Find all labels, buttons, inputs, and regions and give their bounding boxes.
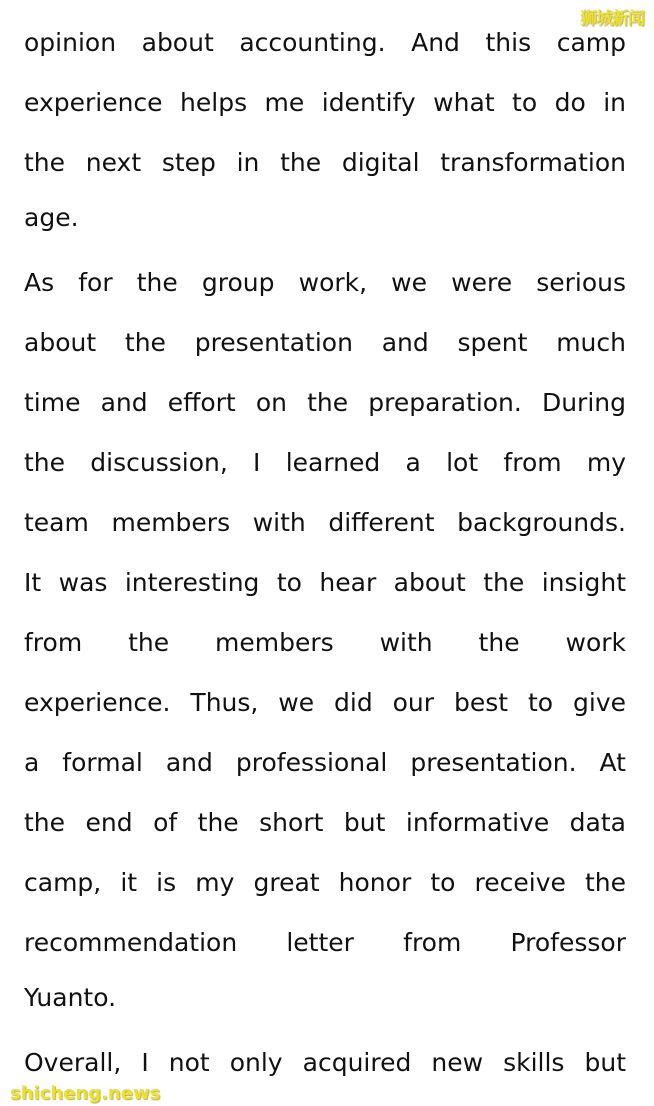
text-line: about the presentation and spent much bbox=[24, 328, 626, 357]
text-line: the discussion, I learned a lot from my bbox=[24, 448, 626, 477]
paragraph bbox=[24, 253, 626, 1023]
paragraph bbox=[24, 13, 626, 243]
text-line: age. bbox=[24, 203, 79, 232]
article-body bbox=[24, 13, 626, 1103]
text-line: It was interesting to hear about the insight bbox=[24, 568, 626, 597]
text-line: the end of the short but informative data bbox=[24, 808, 626, 837]
text-line: camp, it is my great honor to receive the bbox=[24, 868, 626, 897]
text-line: experience helps me identify what to do in bbox=[24, 88, 626, 117]
text-line: team members with different backgrounds. bbox=[24, 508, 626, 537]
text-line: As for the group work, we were serious bbox=[24, 268, 626, 297]
text-line: Yuanto. bbox=[24, 983, 117, 1012]
watermark-top: 狮城新闻 bbox=[580, 9, 644, 29]
text-line: Overall, I not only acquired new skills but bbox=[24, 1048, 626, 1077]
text-line: recommendation letter from Professor bbox=[24, 928, 626, 957]
text-line: time and effort on the preparation. During bbox=[24, 388, 626, 417]
watermark-bottom: shicheng.news bbox=[10, 1083, 161, 1104]
text-line: opinion about accounting. And this camp bbox=[24, 28, 626, 57]
text-line: the next step in the digital transformation bbox=[24, 148, 626, 177]
text-line: from the members with the work bbox=[24, 628, 626, 657]
text-line: experience. Thus, we did our best to give bbox=[24, 688, 626, 717]
text-line: a formal and professional presentation. At bbox=[24, 748, 626, 777]
